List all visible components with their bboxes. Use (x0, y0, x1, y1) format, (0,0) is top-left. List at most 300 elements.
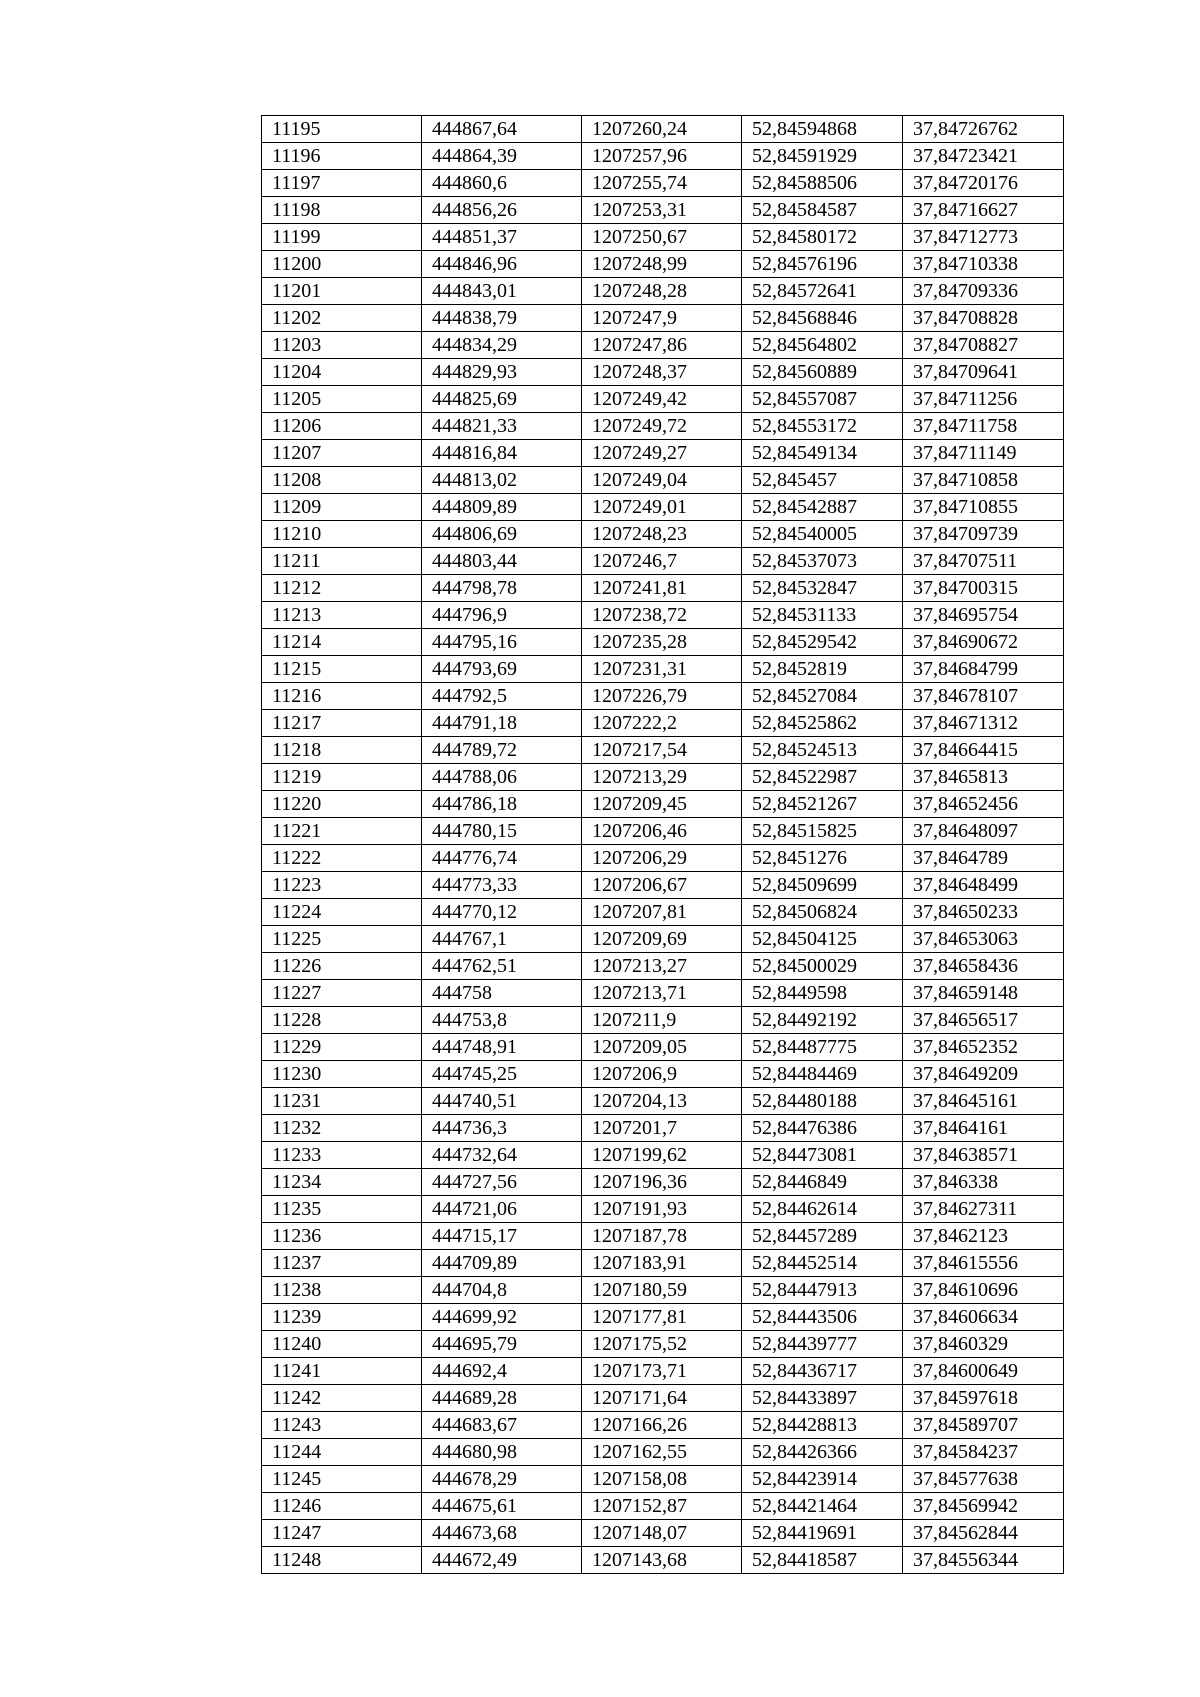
longitude-cell: 37,84709336 (903, 278, 1064, 305)
table-row (262, 386, 1064, 413)
table-row (262, 251, 1064, 278)
longitude-cell: 37,84589707 (903, 1412, 1064, 1439)
longitude-cell: 37,84708828 (903, 305, 1064, 332)
point-number-cell: 11225 (262, 926, 422, 953)
latitude-cell: 52,84564802 (742, 332, 903, 359)
latitude-cell: 52,84428813 (742, 1412, 903, 1439)
y-coordinate-cell: 1207249,01 (582, 494, 742, 521)
point-number-cell: 11224 (262, 899, 422, 926)
longitude-cell: 37,84711256 (903, 386, 1064, 413)
latitude-cell: 52,84439777 (742, 1331, 903, 1358)
point-number-cell: 11213 (262, 602, 422, 629)
y-coordinate-cell: 1207206,29 (582, 845, 742, 872)
longitude-cell: 37,84650233 (903, 899, 1064, 926)
table-row (262, 1115, 1064, 1142)
y-coordinate-cell: 1207226,79 (582, 683, 742, 710)
point-number-cell: 11208 (262, 467, 422, 494)
y-coordinate-cell: 1207247,9 (582, 305, 742, 332)
longitude-cell: 37,84648499 (903, 872, 1064, 899)
latitude-cell: 52,84591929 (742, 143, 903, 170)
point-number-cell: 11230 (262, 1061, 422, 1088)
point-number-cell: 11218 (262, 737, 422, 764)
table-row (262, 602, 1064, 629)
longitude-cell: 37,8464161 (903, 1115, 1064, 1142)
table-row (262, 1439, 1064, 1466)
point-number-cell: 11248 (262, 1547, 422, 1574)
x-coordinate-cell: 444773,33 (422, 872, 582, 899)
latitude-cell: 52,84584587 (742, 197, 903, 224)
x-coordinate-cell: 444736,3 (422, 1115, 582, 1142)
x-coordinate-cell: 444692,4 (422, 1358, 582, 1385)
latitude-cell: 52,84426366 (742, 1439, 903, 1466)
point-number-cell: 11211 (262, 548, 422, 575)
point-number-cell: 11204 (262, 359, 422, 386)
latitude-cell: 52,84492192 (742, 1007, 903, 1034)
x-coordinate-cell: 444789,72 (422, 737, 582, 764)
y-coordinate-cell: 1207235,28 (582, 629, 742, 656)
point-number-cell: 11201 (262, 278, 422, 305)
longitude-cell: 37,84709739 (903, 521, 1064, 548)
longitude-cell: 37,84610696 (903, 1277, 1064, 1304)
point-number-cell: 11197 (262, 170, 422, 197)
y-coordinate-cell: 1207209,45 (582, 791, 742, 818)
y-coordinate-cell: 1207191,93 (582, 1196, 742, 1223)
longitude-cell: 37,84710858 (903, 467, 1064, 494)
x-coordinate-cell: 444745,25 (422, 1061, 582, 1088)
longitude-cell: 37,84584237 (903, 1439, 1064, 1466)
table-row (262, 1466, 1064, 1493)
x-coordinate-cell: 444689,28 (422, 1385, 582, 1412)
longitude-cell: 37,84710338 (903, 251, 1064, 278)
longitude-cell: 37,84678107 (903, 683, 1064, 710)
latitude-cell: 52,84487775 (742, 1034, 903, 1061)
latitude-cell: 52,84421464 (742, 1493, 903, 1520)
x-coordinate-cell: 444816,84 (422, 440, 582, 467)
longitude-cell: 37,84708827 (903, 332, 1064, 359)
longitude-cell: 37,84690672 (903, 629, 1064, 656)
table-row (262, 683, 1064, 710)
latitude-cell: 52,84560889 (742, 359, 903, 386)
table-row (262, 1142, 1064, 1169)
point-number-cell: 11237 (262, 1250, 422, 1277)
table-row (262, 1547, 1064, 1574)
latitude-cell: 52,84436717 (742, 1358, 903, 1385)
x-coordinate-cell: 444821,33 (422, 413, 582, 440)
y-coordinate-cell: 1207148,07 (582, 1520, 742, 1547)
x-coordinate-cell: 444793,69 (422, 656, 582, 683)
point-number-cell: 11227 (262, 980, 422, 1007)
table-row (262, 1196, 1064, 1223)
point-number-cell: 11219 (262, 764, 422, 791)
y-coordinate-cell: 1207248,37 (582, 359, 742, 386)
x-coordinate-cell: 444856,26 (422, 197, 582, 224)
point-number-cell: 11235 (262, 1196, 422, 1223)
longitude-cell: 37,84664415 (903, 737, 1064, 764)
latitude-cell: 52,84594868 (742, 116, 903, 143)
point-number-cell: 11228 (262, 1007, 422, 1034)
point-number-cell: 11206 (262, 413, 422, 440)
longitude-cell: 37,84556344 (903, 1547, 1064, 1574)
x-coordinate-cell: 444748,91 (422, 1034, 582, 1061)
table-row (262, 1061, 1064, 1088)
y-coordinate-cell: 1207241,81 (582, 575, 742, 602)
longitude-cell: 37,84726762 (903, 116, 1064, 143)
longitude-cell: 37,84627311 (903, 1196, 1064, 1223)
latitude-cell: 52,84549134 (742, 440, 903, 467)
x-coordinate-cell: 444732,64 (422, 1142, 582, 1169)
x-coordinate-cell: 444843,01 (422, 278, 582, 305)
latitude-cell: 52,8452819 (742, 656, 903, 683)
table-row (262, 1304, 1064, 1331)
longitude-cell: 37,84700315 (903, 575, 1064, 602)
x-coordinate-cell: 444792,5 (422, 683, 582, 710)
table-row (262, 359, 1064, 386)
table-row (262, 548, 1064, 575)
point-number-cell: 11200 (262, 251, 422, 278)
x-coordinate-cell: 444791,18 (422, 710, 582, 737)
x-coordinate-cell: 444680,98 (422, 1439, 582, 1466)
table-row (262, 1520, 1064, 1547)
table-row (262, 656, 1064, 683)
point-number-cell: 11236 (262, 1223, 422, 1250)
table-row (262, 818, 1064, 845)
longitude-cell: 37,84695754 (903, 602, 1064, 629)
point-number-cell: 11199 (262, 224, 422, 251)
y-coordinate-cell: 1207206,67 (582, 872, 742, 899)
y-coordinate-cell: 1207187,78 (582, 1223, 742, 1250)
x-coordinate-cell: 444780,15 (422, 818, 582, 845)
latitude-cell: 52,84532847 (742, 575, 903, 602)
latitude-cell: 52,84480188 (742, 1088, 903, 1115)
longitude-cell: 37,84671312 (903, 710, 1064, 737)
x-coordinate-cell: 444770,12 (422, 899, 582, 926)
y-coordinate-cell: 1207206,9 (582, 1061, 742, 1088)
point-number-cell: 11222 (262, 845, 422, 872)
x-coordinate-cell: 444695,79 (422, 1331, 582, 1358)
point-number-cell: 11240 (262, 1331, 422, 1358)
x-coordinate-cell: 444672,49 (422, 1547, 582, 1574)
x-coordinate-cell: 444806,69 (422, 521, 582, 548)
longitude-cell: 37,84652456 (903, 791, 1064, 818)
table-row (262, 953, 1064, 980)
point-number-cell: 11203 (262, 332, 422, 359)
point-number-cell: 11226 (262, 953, 422, 980)
latitude-cell: 52,8446849 (742, 1169, 903, 1196)
y-coordinate-cell: 1207247,86 (582, 332, 742, 359)
longitude-cell: 37,84569942 (903, 1493, 1064, 1520)
point-number-cell: 11198 (262, 197, 422, 224)
x-coordinate-cell: 444721,06 (422, 1196, 582, 1223)
y-coordinate-cell: 1207249,42 (582, 386, 742, 413)
point-number-cell: 11229 (262, 1034, 422, 1061)
point-number-cell: 11243 (262, 1412, 422, 1439)
latitude-cell: 52,84515825 (742, 818, 903, 845)
coordinates-table-body (262, 116, 1064, 1574)
table-row (262, 1358, 1064, 1385)
table-row (262, 224, 1064, 251)
y-coordinate-cell: 1207211,9 (582, 1007, 742, 1034)
point-number-cell: 11233 (262, 1142, 422, 1169)
y-coordinate-cell: 1207183,91 (582, 1250, 742, 1277)
table-row (262, 305, 1064, 332)
table-row (262, 575, 1064, 602)
y-coordinate-cell: 1207248,28 (582, 278, 742, 305)
longitude-cell: 37,8464789 (903, 845, 1064, 872)
latitude-cell: 52,84522987 (742, 764, 903, 791)
longitude-cell: 37,84711149 (903, 440, 1064, 467)
longitude-cell: 37,84615556 (903, 1250, 1064, 1277)
table-row (262, 1331, 1064, 1358)
longitude-cell: 37,846338 (903, 1169, 1064, 1196)
point-number-cell: 11244 (262, 1439, 422, 1466)
table-row (262, 1385, 1064, 1412)
table-row (262, 278, 1064, 305)
point-number-cell: 11223 (262, 872, 422, 899)
x-coordinate-cell: 444758 (422, 980, 582, 1007)
latitude-cell: 52,84500029 (742, 953, 903, 980)
y-coordinate-cell: 1207249,72 (582, 413, 742, 440)
x-coordinate-cell: 444776,74 (422, 845, 582, 872)
latitude-cell: 52,84529542 (742, 629, 903, 656)
latitude-cell: 52,84473081 (742, 1142, 903, 1169)
longitude-cell: 37,84723421 (903, 143, 1064, 170)
table-row (262, 440, 1064, 467)
point-number-cell: 11247 (262, 1520, 422, 1547)
latitude-cell: 52,84527084 (742, 683, 903, 710)
y-coordinate-cell: 1207231,31 (582, 656, 742, 683)
point-number-cell: 11212 (262, 575, 422, 602)
x-coordinate-cell: 444867,64 (422, 116, 582, 143)
longitude-cell: 37,84659148 (903, 980, 1064, 1007)
y-coordinate-cell: 1207143,68 (582, 1547, 742, 1574)
x-coordinate-cell: 444753,8 (422, 1007, 582, 1034)
y-coordinate-cell: 1207175,52 (582, 1331, 742, 1358)
x-coordinate-cell: 444803,44 (422, 548, 582, 575)
table-row (262, 899, 1064, 926)
latitude-cell: 52,84476386 (742, 1115, 903, 1142)
y-coordinate-cell: 1207166,26 (582, 1412, 742, 1439)
y-coordinate-cell: 1207206,46 (582, 818, 742, 845)
point-number-cell: 11209 (262, 494, 422, 521)
y-coordinate-cell: 1207158,08 (582, 1466, 742, 1493)
point-number-cell: 11207 (262, 440, 422, 467)
table-row (262, 764, 1064, 791)
longitude-cell: 37,84720176 (903, 170, 1064, 197)
y-coordinate-cell: 1207180,59 (582, 1277, 742, 1304)
longitude-cell: 37,84684799 (903, 656, 1064, 683)
point-number-cell: 11195 (262, 116, 422, 143)
table-row (262, 332, 1064, 359)
latitude-cell: 52,84557087 (742, 386, 903, 413)
y-coordinate-cell: 1207255,74 (582, 170, 742, 197)
table-row (262, 1493, 1064, 1520)
y-coordinate-cell: 1207177,81 (582, 1304, 742, 1331)
longitude-cell: 37,84577638 (903, 1466, 1064, 1493)
y-coordinate-cell: 1207248,23 (582, 521, 742, 548)
latitude-cell: 52,84433897 (742, 1385, 903, 1412)
longitude-cell: 37,84711758 (903, 413, 1064, 440)
latitude-cell: 52,8449598 (742, 980, 903, 1007)
longitude-cell: 37,84707511 (903, 548, 1064, 575)
point-number-cell: 11196 (262, 143, 422, 170)
latitude-cell: 52,84572641 (742, 278, 903, 305)
longitude-cell: 37,84638571 (903, 1142, 1064, 1169)
x-coordinate-cell: 444675,61 (422, 1493, 582, 1520)
point-number-cell: 11239 (262, 1304, 422, 1331)
latitude-cell: 52,84462614 (742, 1196, 903, 1223)
y-coordinate-cell: 1207260,24 (582, 116, 742, 143)
x-coordinate-cell: 444813,02 (422, 467, 582, 494)
coordinates-table (261, 115, 1064, 1574)
table-row (262, 413, 1064, 440)
x-coordinate-cell: 444851,37 (422, 224, 582, 251)
table-row (262, 143, 1064, 170)
x-coordinate-cell: 444809,89 (422, 494, 582, 521)
x-coordinate-cell: 444767,1 (422, 926, 582, 953)
point-number-cell: 11241 (262, 1358, 422, 1385)
x-coordinate-cell: 444678,29 (422, 1466, 582, 1493)
point-number-cell: 11234 (262, 1169, 422, 1196)
table-row (262, 1412, 1064, 1439)
point-number-cell: 11245 (262, 1466, 422, 1493)
longitude-cell: 37,8465813 (903, 764, 1064, 791)
latitude-cell: 52,84531133 (742, 602, 903, 629)
latitude-cell: 52,84452514 (742, 1250, 903, 1277)
longitude-cell: 37,84600649 (903, 1358, 1064, 1385)
y-coordinate-cell: 1207196,36 (582, 1169, 742, 1196)
y-coordinate-cell: 1207217,54 (582, 737, 742, 764)
x-coordinate-cell: 444740,51 (422, 1088, 582, 1115)
latitude-cell: 52,84580172 (742, 224, 903, 251)
x-coordinate-cell: 444864,39 (422, 143, 582, 170)
point-number-cell: 11246 (262, 1493, 422, 1520)
x-coordinate-cell: 444829,93 (422, 359, 582, 386)
y-coordinate-cell: 1207152,87 (582, 1493, 742, 1520)
x-coordinate-cell: 444796,9 (422, 602, 582, 629)
x-coordinate-cell: 444846,96 (422, 251, 582, 278)
table-row (262, 737, 1064, 764)
longitude-cell: 37,84709641 (903, 359, 1064, 386)
table-row (262, 1088, 1064, 1115)
longitude-cell: 37,84648097 (903, 818, 1064, 845)
x-coordinate-cell: 444715,17 (422, 1223, 582, 1250)
point-number-cell: 11205 (262, 386, 422, 413)
y-coordinate-cell: 1207209,05 (582, 1034, 742, 1061)
y-coordinate-cell: 1207238,72 (582, 602, 742, 629)
longitude-cell: 37,84712773 (903, 224, 1064, 251)
longitude-cell: 37,84649209 (903, 1061, 1064, 1088)
point-number-cell: 11216 (262, 683, 422, 710)
x-coordinate-cell: 444762,51 (422, 953, 582, 980)
longitude-cell: 37,84562844 (903, 1520, 1064, 1547)
latitude-cell: 52,8451276 (742, 845, 903, 872)
point-number-cell: 11238 (262, 1277, 422, 1304)
point-number-cell: 11221 (262, 818, 422, 845)
latitude-cell: 52,845457 (742, 467, 903, 494)
longitude-cell: 37,8460329 (903, 1331, 1064, 1358)
y-coordinate-cell: 1207246,7 (582, 548, 742, 575)
latitude-cell: 52,84443506 (742, 1304, 903, 1331)
x-coordinate-cell: 444788,06 (422, 764, 582, 791)
table-row (262, 197, 1064, 224)
point-number-cell: 11214 (262, 629, 422, 656)
table-row (262, 170, 1064, 197)
table-row (262, 1007, 1064, 1034)
latitude-cell: 52,84447913 (742, 1277, 903, 1304)
latitude-cell: 52,84506824 (742, 899, 903, 926)
y-coordinate-cell: 1207249,27 (582, 440, 742, 467)
y-coordinate-cell: 1207204,13 (582, 1088, 742, 1115)
longitude-cell: 37,84716627 (903, 197, 1064, 224)
point-number-cell: 11242 (262, 1385, 422, 1412)
y-coordinate-cell: 1207249,04 (582, 467, 742, 494)
table-row (262, 1034, 1064, 1061)
table-row (262, 1223, 1064, 1250)
longitude-cell: 37,8462123 (903, 1223, 1064, 1250)
y-coordinate-cell: 1207248,99 (582, 251, 742, 278)
table-row (262, 1169, 1064, 1196)
x-coordinate-cell: 444838,79 (422, 305, 582, 332)
latitude-cell: 52,84419691 (742, 1520, 903, 1547)
y-coordinate-cell: 1207162,55 (582, 1439, 742, 1466)
longitude-cell: 37,84710855 (903, 494, 1064, 521)
table-row (262, 980, 1064, 1007)
point-number-cell: 11220 (262, 791, 422, 818)
longitude-cell: 37,84606634 (903, 1304, 1064, 1331)
latitude-cell: 52,84542887 (742, 494, 903, 521)
y-coordinate-cell: 1207253,31 (582, 197, 742, 224)
table-row (262, 872, 1064, 899)
x-coordinate-cell: 444709,89 (422, 1250, 582, 1277)
latitude-cell: 52,84484469 (742, 1061, 903, 1088)
latitude-cell: 52,84588506 (742, 170, 903, 197)
x-coordinate-cell: 444786,18 (422, 791, 582, 818)
point-number-cell: 11231 (262, 1088, 422, 1115)
y-coordinate-cell: 1207213,27 (582, 953, 742, 980)
x-coordinate-cell: 444860,6 (422, 170, 582, 197)
x-coordinate-cell: 444683,67 (422, 1412, 582, 1439)
x-coordinate-cell: 444834,29 (422, 332, 582, 359)
point-number-cell: 11217 (262, 710, 422, 737)
point-number-cell: 11215 (262, 656, 422, 683)
longitude-cell: 37,84652352 (903, 1034, 1064, 1061)
table-row (262, 1277, 1064, 1304)
table-row (262, 926, 1064, 953)
longitude-cell: 37,84658436 (903, 953, 1064, 980)
table-row (262, 116, 1064, 143)
latitude-cell: 52,84524513 (742, 737, 903, 764)
y-coordinate-cell: 1207171,64 (582, 1385, 742, 1412)
latitude-cell: 52,84576196 (742, 251, 903, 278)
x-coordinate-cell: 444798,78 (422, 575, 582, 602)
table-row (262, 467, 1064, 494)
table-row (262, 521, 1064, 548)
table-row (262, 845, 1064, 872)
latitude-cell: 52,84537073 (742, 548, 903, 575)
y-coordinate-cell: 1207222,2 (582, 710, 742, 737)
latitude-cell: 52,84568846 (742, 305, 903, 332)
table-row (262, 791, 1064, 818)
table-row (262, 710, 1064, 737)
x-coordinate-cell: 444699,92 (422, 1304, 582, 1331)
longitude-cell: 37,84653063 (903, 926, 1064, 953)
x-coordinate-cell: 444825,69 (422, 386, 582, 413)
x-coordinate-cell: 444795,16 (422, 629, 582, 656)
y-coordinate-cell: 1207207,81 (582, 899, 742, 926)
longitude-cell: 37,84656517 (903, 1007, 1064, 1034)
y-coordinate-cell: 1207209,69 (582, 926, 742, 953)
y-coordinate-cell: 1207201,7 (582, 1115, 742, 1142)
